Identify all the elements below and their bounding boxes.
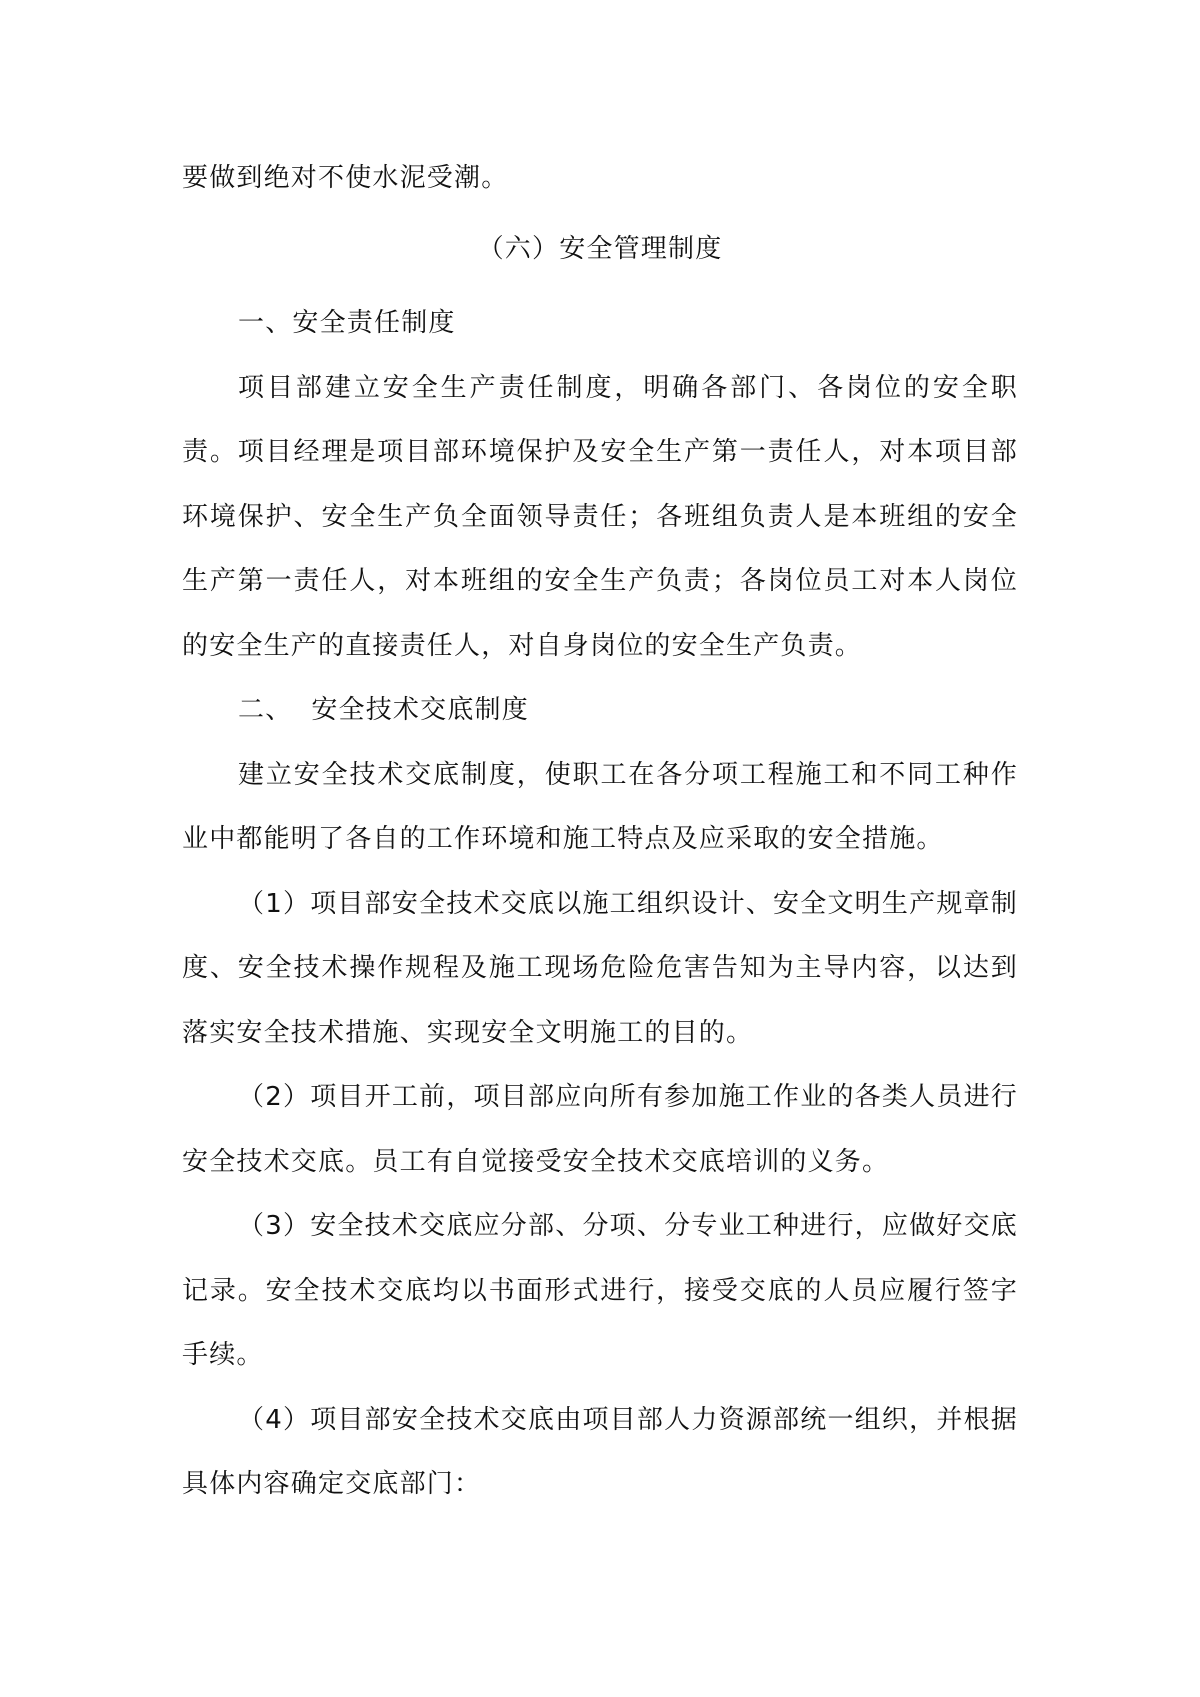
paragraph-technical-briefing: 建立安全技术交底制度，使职工在各分项工程施工和不同工种作业中都能明了各自的工作环境和施工特点及应采取的安全措施。: [182, 759, 1018, 854]
list-item-3: （3）安全技术交底应分部、分项、分专业工种进行，应做好交底记录。安全技术交底均以书面形式进行，接受交底的人员应履行签字手续。: [182, 1211, 1018, 1370]
heading-technical-briefing: 二、 安全技术交底制度: [238, 695, 529, 725]
paragraph-safety-responsibility: 项目部建立安全生产责任制度，明确各部门、各岗位的安全职责。项目经理是项目部环境保护及安全生产第一责任人，对本项目部环境保护、安全生产负全面领导责任；各班组负责人是本班组的安全生产第一责任人，对本班组的安全生产负责；各岗位员工对本人岗位的安全生产的直接责任人，对自身岗位的安全生产负责。: [182, 372, 1018, 661]
section-title: （六）安全管理制度: [477, 233, 723, 264]
continuation-text: 要做到绝对不使水泥受潮。: [182, 163, 509, 193]
list-item-4: （4）项目部安全技术交底由项目部人力资源部统一组织，并根据具体内容确定交底部门：: [182, 1404, 1018, 1499]
heading-safety-responsibility: 一、安全责任制度: [238, 308, 456, 338]
list-item-2: （2）项目开工前，项目部应向所有参加施工作业的各类人员进行安全技术交底。员工有自觉接受安全技术交底培训的义务。: [182, 1082, 1018, 1177]
document-body: [182, 146, 1018, 1517]
list-item-1: （1）项目部安全技术交底以施工组织设计、安全文明生产规章制度、安全技术操作规程及施工现场危险危害告知为主导内容，以达到落实安全技术措施、实现安全文明施工的目的。: [182, 888, 1018, 1048]
